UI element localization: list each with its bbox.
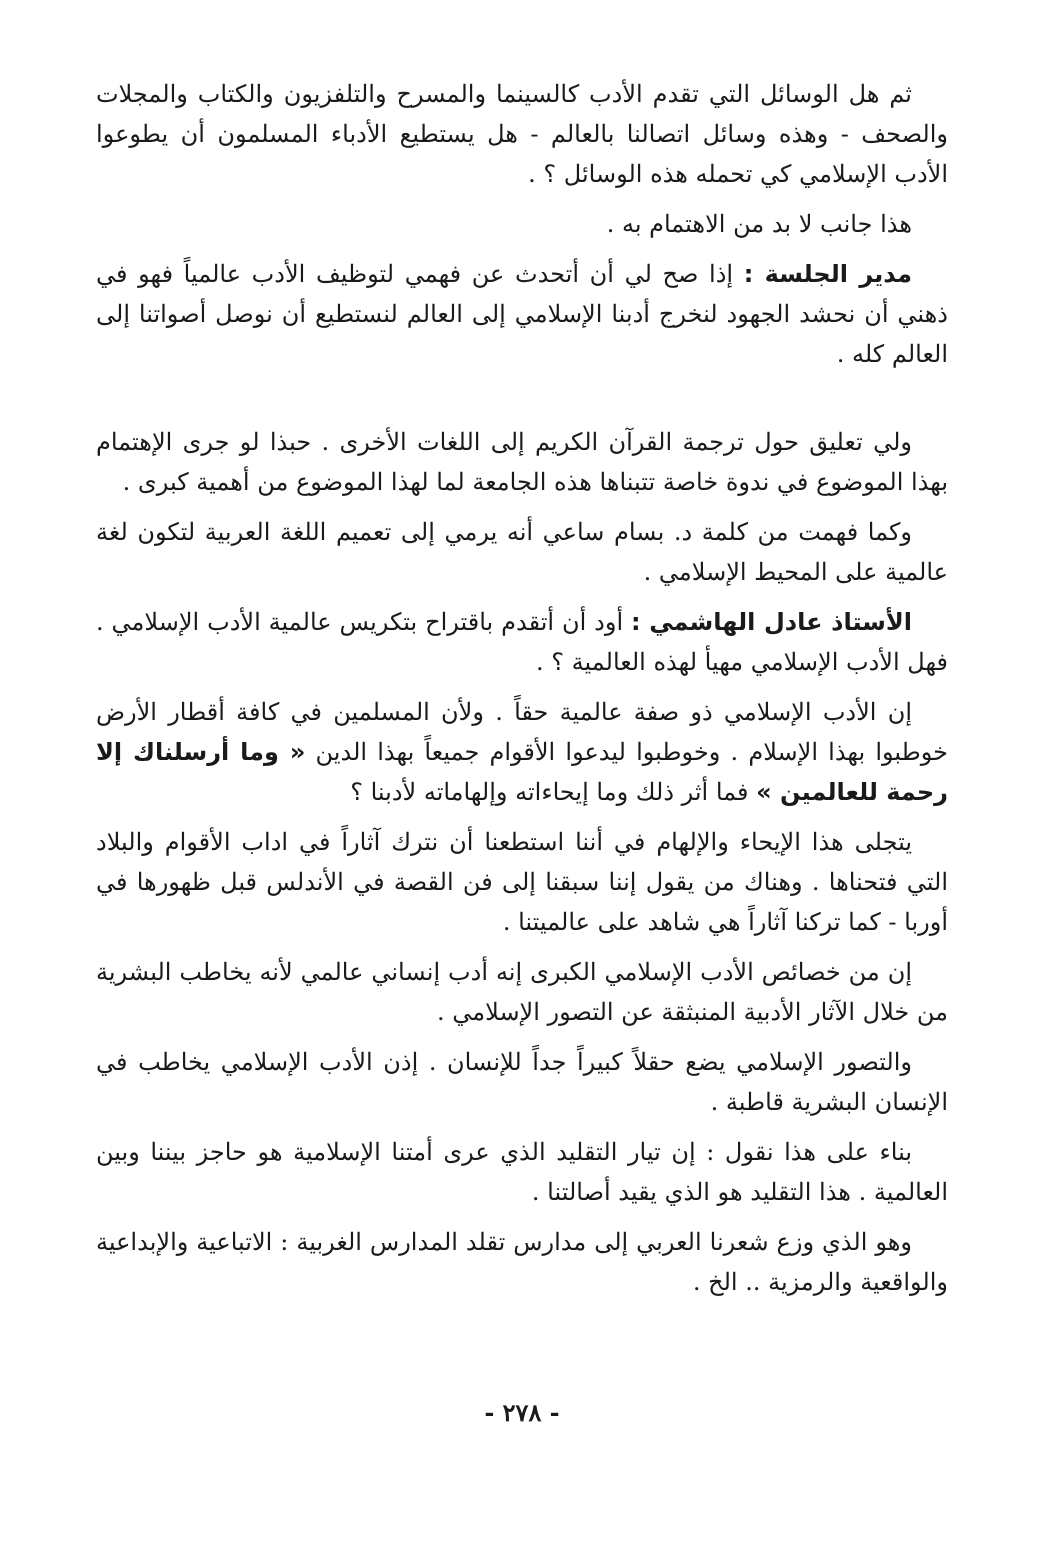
paragraph-text: ثم هل الوسائل التي تقدم الأدب كالسينما والمسرح والتلفزيون والكتاب والمجلات والصحف - وهذه وسائل اتصالنا بالعالم - هل يستطيع الأدباء المسلمون أن يطوعوا الأدب الإسلامي كي تحمله هذه الوسائل ؟ .: [96, 80, 948, 188]
page-number: - ٢٧٨ -: [484, 1398, 560, 1427]
paragraph-7: [96, 692, 948, 812]
paragraph-9: [96, 952, 948, 1032]
paragraph-text-after: فما أثر ذلك وما إيحاءاته وإلهاماته لأدبنا ؟: [350, 778, 757, 806]
document-page: [96, 74, 948, 1312]
paragraph-text: إن الأدب الإسلامي ذو صفة عالمية حقاً . ولأن المسلمين في كافة أقطار الأرض خوطبوا بهذا الإسلام . وخوطبوا ليدعوا الأقوام جميعاً بهذا الدين: [96, 698, 948, 766]
paragraph-5: [96, 512, 948, 592]
paragraph-text: أود أن أتقدم باقتراح بتكريس عالمية الأدب الإسلامي . فهل الأدب الإسلامي مهيأ لهذه العالمية ؟ .: [96, 608, 948, 676]
paragraph-8: [96, 822, 948, 942]
paragraph-text: إن من خصائص الأدب الإسلامي الكبرى إنه أدب إنساني عالمي لأنه يخاطب البشرية من خلال الآثار الأدبية المنبثقة عن التصور الإسلامي .: [96, 958, 948, 1026]
speaker-name: مدير الجلسة :: [743, 260, 912, 288]
paragraph-text: وهو الذي وزع شعرنا العربي إلى مدارس تقلد المدارس الغربية : الاتباعية والإبداعية والواقعية والرمزية .. الخ .: [96, 1228, 948, 1296]
paragraph-3: [96, 254, 948, 374]
paragraph-12: [96, 1222, 948, 1302]
paragraph-text: ولي تعليق حول ترجمة القرآن الكريم إلى اللغات الأخرى . حبذا لو جرى الإهتمام بهذا الموضوع في ندوة خاصة تتبناها هذه الجامعة لما لهذا الموضوع من أهمية كبرى .: [96, 428, 948, 496]
paragraph-6: [96, 602, 948, 682]
paragraph-text: وكما فهمت من كلمة د. بسام ساعي أنه يرمي إلى تعميم اللغة العربية لتكون لغة عالمية على المحيط الإسلامي .: [96, 518, 948, 586]
paragraph-1: [96, 74, 948, 194]
paragraph-text: والتصور الإسلامي يضع حقلاً كبيراً جداً للإنسان . إذن الأدب الإسلامي يخاطب في الإنسان البشرية قاطبة .: [96, 1048, 948, 1116]
paragraph-text: إذا صح لي أن أتحدث عن فهمي لتوظيف الأدب عالمياً فهو في ذهني أن نحشد الجهود لنخرج أدبنا الإسلامي إلى العالم لنستطيع أن نوصل أصواتنا إلى العالم كله .: [96, 260, 948, 368]
speaker-name: الأستاذ عادل الهاشمي :: [631, 608, 912, 636]
paragraph-2: [96, 204, 948, 244]
paragraph-4: [96, 422, 948, 502]
paragraph-10: [96, 1042, 948, 1122]
paragraph-text: يتجلى هذا الإيحاء والإلهام في أننا استطعنا أن نترك آثاراً في اداب الأقوام والبلاد التي فتحناها . وهناك من يقول إننا سبقنا إلى فن القصة في الأندلس قبل ظهورها في أوربا - كما تركنا آثاراً هي شاهد على عالميتنا .: [96, 828, 948, 936]
paragraph-text: بناء على هذا نقول : إن تيار التقليد الذي عرى أمتنا الإسلامية هو حاجز بيننا وبين العالمية . هذا التقليد هو الذي يقيد أصالتنا .: [96, 1138, 948, 1206]
paragraph-text: هذا جانب لا بد من الاهتمام به .: [606, 210, 912, 238]
quran-quote: « وما أرسلناك إلا رحمة للعالمين »: [96, 738, 948, 806]
paragraph-11: [96, 1132, 948, 1212]
